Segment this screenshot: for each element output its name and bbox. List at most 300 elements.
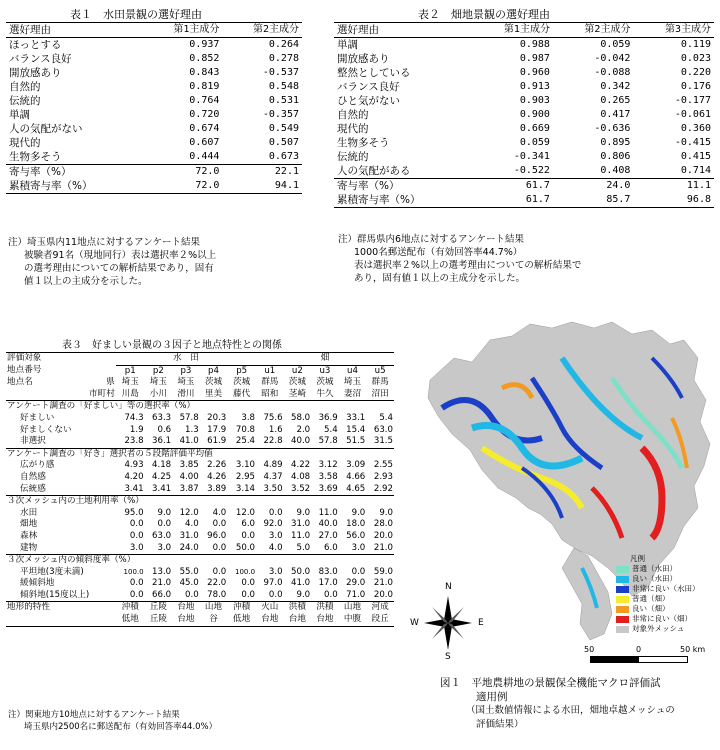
table3-value: 20.0 <box>373 530 393 541</box>
legend-label: 良い（畑） <box>632 604 670 613</box>
table3-value: 1.3 <box>185 424 199 435</box>
table3-value: 61.9 <box>207 436 227 447</box>
table1-row <box>6 122 302 136</box>
table3-citie: 滑川 <box>177 388 195 399</box>
table2-value: 0.059 <box>519 137 550 148</box>
legend-swatch <box>616 576 629 583</box>
table3-code: p4 <box>208 365 219 376</box>
table2-summary-row <box>334 179 714 194</box>
table1-value: 0.720 <box>189 109 220 120</box>
compass-rose-icon <box>420 592 476 654</box>
legend-item <box>616 604 700 614</box>
table3-section-title: ３次メッシュ内の傾斜度率（%） <box>6 555 394 567</box>
table1-row <box>6 80 302 94</box>
table3-row <box>6 425 394 437</box>
table3-row <box>6 472 394 484</box>
table3-code: p2 <box>152 365 164 376</box>
legend-label: 良い（水田） <box>632 574 677 583</box>
table2-note-line: 1000名郵送配布（有効回答率44.7%） <box>354 247 523 258</box>
table1-value: 0.444 <box>189 151 220 162</box>
table3-citie: 川島 <box>121 388 139 399</box>
table3-row-label: 森林 <box>20 530 38 541</box>
table3-citie: 牛久 <box>316 388 334 399</box>
table2-value: 0.903 <box>519 95 550 106</box>
table3-row <box>6 531 394 543</box>
table3-value: 56.0 <box>346 530 366 541</box>
table2-label: 自然的 <box>337 109 369 121</box>
table3-value: 0.0 <box>268 589 283 600</box>
table3-value: 4.0 <box>212 507 227 518</box>
table1-value: 0.507 <box>268 137 299 148</box>
table3-code: p3 <box>180 365 192 376</box>
table3-value: 31.0 <box>291 519 311 530</box>
table3-value: 78.0 <box>207 589 227 600</box>
table1-header: 第1主成分 <box>143 23 223 38</box>
table3-pref: 茨城 <box>233 377 251 388</box>
table3-row-label: 好ましくない <box>20 424 72 435</box>
table2-summary-value: 11.1 <box>633 179 714 194</box>
table1-row <box>6 108 302 122</box>
table2-value: -0.636 <box>594 123 631 134</box>
table3-row-label: 伝統感 <box>20 483 46 494</box>
table3-row <box>6 436 394 448</box>
table3-terrain-bottom: 台地 <box>256 614 284 626</box>
table3-value: 4.89 <box>263 460 283 471</box>
table3-section-title: アンケート調査の「好き」選択者の５段階評価平均値 <box>6 448 394 460</box>
table3-value: 5.4 <box>379 412 393 423</box>
table3-value: 83.0 <box>318 566 338 577</box>
table3-value: 2.55 <box>373 460 393 471</box>
table2-label: 人の気配がある <box>337 165 411 177</box>
table2-value: 0.220 <box>680 67 711 78</box>
table3-value: 97.0 <box>263 578 283 589</box>
scale-mid: 0 <box>636 645 642 654</box>
table3-value: 40.0 <box>318 519 338 530</box>
table3-value: 50.0 <box>291 566 311 577</box>
table3-point-name-label: 地点名 <box>7 377 33 388</box>
table3-value: 11.0 <box>318 507 338 518</box>
table3-terrain-top: 洪積 <box>284 602 312 614</box>
table2-row <box>334 150 714 164</box>
table3-terrain-top: 山地 <box>339 602 367 614</box>
table1-value: 0.531 <box>268 95 299 106</box>
table3-pref: 埼玉 <box>177 377 195 388</box>
table2-label: ひと気がない <box>337 95 400 107</box>
scale-start: 50 <box>584 645 595 654</box>
table3-value: 4.37 <box>263 471 283 482</box>
table3-value: 31.0 <box>179 530 199 541</box>
table3-terrain-bottom: 段丘 <box>366 614 394 626</box>
table3-code: u2 <box>291 365 303 376</box>
table3-section-header <box>6 496 394 508</box>
table1-value: 0.852 <box>189 53 220 64</box>
table1-value: 0.843 <box>189 67 220 78</box>
legend-item <box>616 624 700 634</box>
scale-bar <box>590 656 688 663</box>
table3-value: 0.0 <box>268 507 283 518</box>
table3-code: p1 <box>124 365 136 376</box>
table3-value: 3.52 <box>291 483 311 494</box>
table3-terrain-top: 火山 <box>256 602 284 614</box>
table3-pref: 埼玉 <box>343 377 362 388</box>
table3-value: 63.0 <box>152 530 172 541</box>
table2-value: 0.895 <box>600 137 631 148</box>
table2-value: -0.088 <box>594 67 631 78</box>
table2-note-line: 注）群馬県内6地点に対するアンケート結果 <box>338 234 524 245</box>
table2-label: 開放感あり <box>337 53 390 65</box>
table2-value: 0.669 <box>519 123 550 134</box>
table2-value: 0.988 <box>519 39 550 50</box>
legend-label: 対象外メッシュ <box>632 624 685 633</box>
table3-row-label: 好ましい <box>20 412 55 423</box>
table3-value: 1.9 <box>129 424 144 435</box>
table1-summary-row <box>6 179 302 194</box>
table2-row <box>334 94 714 108</box>
table3-citie: 藤代 <box>233 388 251 399</box>
table3-terrain-top: 丘陵 <box>145 602 173 614</box>
table3-value: 3.50 <box>263 483 283 494</box>
table3-value: 4.0 <box>268 542 283 553</box>
table2-header: 第1主成分 <box>472 23 553 38</box>
table3-value: 11.0 <box>291 530 311 541</box>
table3-value: 20.0 <box>373 589 393 600</box>
table3-value: 33.1 <box>346 412 366 423</box>
table3-pref: 埼玉 <box>121 377 139 388</box>
table2-value: 0.415 <box>680 151 711 162</box>
table1-header: 第2主成分 <box>222 23 302 38</box>
table2-summary-label: 累積寄与率（%） <box>334 193 472 208</box>
table3-value: 3.41 <box>124 483 144 494</box>
table3-value: 3.12 <box>318 460 338 471</box>
table2-summary-value: 24.0 <box>553 179 634 194</box>
table2-value: 0.417 <box>600 109 631 120</box>
legend-label: 普通（畑） <box>632 594 670 603</box>
table3-note-line: 埼玉県内2500名に郵送配布（有効回答率44.0%） <box>24 722 218 732</box>
table2-row <box>334 164 714 179</box>
legend-swatch <box>616 626 629 633</box>
table1-label: バランス良好 <box>9 53 72 65</box>
table3-value: 71.0 <box>346 589 366 600</box>
table1-label: 自然的 <box>9 81 41 93</box>
table3-value: 3.10 <box>235 460 256 471</box>
table3-code: u5 <box>374 365 386 376</box>
table1-summary-label: 寄与率（%） <box>6 165 143 180</box>
table3-row-label: 傾斜地(15度以上) <box>20 589 90 600</box>
table1-note-line: 値１以上の主成分を示した。 <box>24 276 148 287</box>
table3-citie: 茎崎 <box>288 388 306 399</box>
table3-terrain-top: 台地 <box>172 602 200 614</box>
table3-note-line: 注）関東地方10地点に対するアンケート結果 <box>8 710 180 720</box>
table3-value: 9.0 <box>296 589 311 600</box>
table3-citie: 里美 <box>204 388 223 399</box>
legend-item <box>616 564 700 574</box>
table3-value: 13.0 <box>152 566 172 577</box>
table1-row <box>6 66 302 80</box>
table3-terrain-row <box>6 614 394 626</box>
table3-row-label: 建物 <box>20 542 38 553</box>
table3-section-title: ３次メッシュ内の土地利用率（%） <box>6 496 394 508</box>
map-legend <box>616 554 700 634</box>
table3-value: 0.0 <box>185 589 199 600</box>
table3-row-label: 広がり感 <box>20 460 55 471</box>
table3-value: 25.4 <box>235 436 256 447</box>
table3-value: 18.0 <box>346 519 366 530</box>
table1-note-line: の選考理由についての解析結果であり，固有 <box>24 263 214 274</box>
table3-value: 2.95 <box>235 471 256 482</box>
table2-row <box>334 80 714 94</box>
table3-value: 9.0 <box>379 507 393 518</box>
table3-value: 6.0 <box>241 519 256 530</box>
table3-value: 4.22 <box>291 460 311 471</box>
table3-value: 4.66 <box>346 471 366 482</box>
table3-row <box>6 460 394 472</box>
table3-value: 4.00 <box>179 471 199 482</box>
table3-terrain-bottom: 中腹 <box>339 614 367 626</box>
table2-row <box>334 136 714 150</box>
table3-value: 4.26 <box>207 471 227 482</box>
legend-swatch <box>616 616 629 623</box>
table3-value: 12.0 <box>179 507 199 518</box>
table3-citie: 沼田 <box>371 388 389 399</box>
table3-terrain-top: 洪積 <box>311 602 339 614</box>
table1-summary-value: 94.1 <box>222 179 302 194</box>
table3-value: 3.85 <box>179 460 199 471</box>
table1-row <box>6 38 302 53</box>
table2-header: 第2主成分 <box>553 23 634 38</box>
table3-value: 51.5 <box>346 436 366 447</box>
table3-value: 0.0 <box>212 519 227 530</box>
caption-line: （国土数値情報による水田，畑地卓越メッシュの <box>466 705 675 716</box>
table3-row <box>6 484 394 496</box>
legend-item <box>616 614 700 624</box>
table1-value: -0.537 <box>262 67 299 78</box>
table2-row <box>334 52 714 66</box>
table3-value: 4.25 <box>152 471 172 482</box>
table2-value: 0.342 <box>600 81 631 92</box>
table3-value: 41.0 <box>291 578 311 589</box>
table3-value: 12.0 <box>235 507 256 518</box>
table1-summary-value: 72.0 <box>143 179 223 194</box>
table3-value: 4.08 <box>291 471 311 482</box>
table3-section-header <box>6 555 394 567</box>
table3-citie: 昭和 <box>261 388 279 399</box>
table3-value: 36.9 <box>318 412 338 423</box>
table1-label: 生物多そう <box>9 151 62 163</box>
table2-value: 0.119 <box>680 39 711 50</box>
table2-value: 0.806 <box>600 151 631 162</box>
table1-value: 0.607 <box>189 137 220 148</box>
table3-value: 58.0 <box>291 412 311 423</box>
table1-note-line: 被験者91名（現地同行）表は選択率２%以上 <box>24 250 217 261</box>
table3-value: 45.0 <box>179 578 199 589</box>
table1-note-line: 注）埼玉県内11地点に対するアンケート結果 <box>8 237 201 248</box>
table1-label: 人の気配がない <box>9 123 83 135</box>
scale-end: 50 km <box>680 645 706 654</box>
table3-terrain-top: 沖積 <box>227 602 256 614</box>
legend-item <box>616 584 700 594</box>
table3-value: 5.0 <box>296 542 311 553</box>
table3-eval-label: 評価対象 <box>6 353 116 366</box>
table3-pref-label: 県 <box>106 377 115 388</box>
table2-summary-value: 61.7 <box>472 193 553 208</box>
legend-item <box>616 594 700 604</box>
legend-item <box>616 574 700 584</box>
table3-row <box>6 578 394 590</box>
table3-value: 0.0 <box>157 519 172 530</box>
table3-code: p5 <box>236 365 248 376</box>
compass-w: W <box>410 618 419 628</box>
table2-value: 0.176 <box>680 81 711 92</box>
compass-n: N <box>445 582 452 592</box>
table3-section-header <box>6 448 394 460</box>
table3-value: 3.14 <box>235 483 256 494</box>
table3-value: 3.8 <box>241 412 256 423</box>
table3-value: 55.0 <box>179 566 199 577</box>
table3-value: 57.8 <box>318 436 338 447</box>
table3-value: 63.3 <box>152 412 172 423</box>
table3-value: 57.8 <box>179 412 199 423</box>
table3-terrain-bottom: 谷 <box>200 614 228 626</box>
table3-value: 0.0 <box>351 566 366 577</box>
compass-e: E <box>478 618 484 628</box>
table3-terrain-top: 河成 <box>366 602 394 614</box>
table3-terrain-bottom: 台地 <box>311 614 339 626</box>
table3-value: 20.3 <box>207 412 227 423</box>
table3-row <box>6 519 394 531</box>
table3-terrain-bottom: 低地 <box>227 614 256 626</box>
caption-line: 評価結果） <box>476 719 524 730</box>
table2-note <box>338 233 581 285</box>
table3-code: u4 <box>347 365 358 376</box>
table3-citie: 妻沼 <box>343 388 362 399</box>
legend-label: 普通（水田） <box>632 564 677 573</box>
table2-summary-row <box>334 193 714 208</box>
table3-value: 9.0 <box>296 507 311 518</box>
table3-value: 9.0 <box>351 507 366 518</box>
table3-row <box>6 567 394 579</box>
table3-value: 22.8 <box>263 436 283 447</box>
table3-value: 70.8 <box>235 424 256 435</box>
table3-value: 17.0 <box>318 578 338 589</box>
table3-value: 36.1 <box>152 436 172 447</box>
table3-pref: 群馬 <box>371 377 389 388</box>
table3-pref: 茨城 <box>288 377 306 388</box>
table3-code: u1 <box>264 365 276 376</box>
table3-value: 3.09 <box>346 460 366 471</box>
table1-title: 表１ 水田景観の選好理由 <box>70 8 202 21</box>
table2-note-line: あり，固有値１以上の主成分を示した。 <box>354 273 526 284</box>
table2-value: 0.900 <box>519 109 550 120</box>
table3-city-label: 市町村 <box>89 388 115 399</box>
table3-value: 23.8 <box>124 436 144 447</box>
table3-value: 0.0 <box>129 589 144 600</box>
table3-value: 21.0 <box>373 542 393 553</box>
table2-value: -0.177 <box>674 95 711 106</box>
table3-value: 3.58 <box>318 471 338 482</box>
table3-value: 100.0 <box>123 567 144 576</box>
table3-terrain-row <box>6 602 394 614</box>
table2-label: 整然としている <box>337 67 411 79</box>
table2-value: 0.023 <box>680 53 711 64</box>
table2-row <box>334 66 714 80</box>
table3-value: 3.89 <box>207 483 227 494</box>
table3-value: 29.0 <box>346 578 366 589</box>
compass-s: S <box>445 652 451 662</box>
table1-summary-value: 72.0 <box>143 165 223 180</box>
table2-header: 選好理由 <box>334 23 472 38</box>
table3-section-title: アンケート調査の「好ましい」等の選択率（%） <box>6 401 394 413</box>
table2-value: 0.960 <box>519 67 550 78</box>
table3-value: 21.0 <box>152 578 172 589</box>
table3-value: 3.69 <box>318 483 338 494</box>
table3-terrain-bottom: 台地 <box>172 614 200 626</box>
table1-label: 現代的 <box>9 137 41 149</box>
table2-value: 0.987 <box>519 53 550 64</box>
table2-header: 第3主成分 <box>633 23 714 38</box>
table3-value: 17.9 <box>207 424 227 435</box>
table3-value: 2.93 <box>373 471 393 482</box>
table2-label: 生物多そう <box>337 137 390 149</box>
table3-value: 28.0 <box>373 519 393 530</box>
table3-value: 3.87 <box>179 483 199 494</box>
table2-value: -0.341 <box>513 151 550 162</box>
table2-value: 0.913 <box>519 81 550 92</box>
table2-value: 0.714 <box>680 165 711 176</box>
table3-value: 1.6 <box>268 424 283 435</box>
table3-value: 4.0 <box>185 519 199 530</box>
table3-terrain-bottom: 台地 <box>284 614 312 626</box>
table3-point-no-label: 地点番号 <box>7 365 42 376</box>
table3-value: 0.0 <box>212 542 227 553</box>
table3-value: 0.0 <box>129 530 144 541</box>
legend-title: 凡例 <box>630 554 645 563</box>
table3-note <box>8 709 217 733</box>
table3-value: 27.0 <box>318 530 338 541</box>
table2-summary-value: 85.7 <box>553 193 634 208</box>
table2-label: 単調 <box>337 39 358 51</box>
table3-value: 66.0 <box>152 589 172 600</box>
table1-value: 0.264 <box>268 39 299 50</box>
table3-pref: 茨城 <box>316 377 334 388</box>
table3-value: 2.92 <box>373 483 393 494</box>
table3-value: 6.0 <box>324 542 338 553</box>
table2-value: 0.408 <box>600 165 631 176</box>
table3-value: 5.4 <box>324 424 338 435</box>
table2-value: -0.522 <box>513 165 550 176</box>
table2-row <box>334 122 714 136</box>
table3-value: 41.0 <box>179 436 199 447</box>
table3-value: 9.0 <box>157 507 172 518</box>
table2-note-line: 表は選択率２%以上の選考理由についての解析結果で <box>354 260 582 271</box>
caption-line: 図１ 平地農耕地の景観保全機能マクロ評価試 <box>440 677 661 689</box>
table1-row <box>6 52 302 66</box>
table3-title: 表３ 好ましい景観の３因子と地点特性との関係 <box>62 340 282 351</box>
table3-row <box>6 543 394 555</box>
table3-value: 3.0 <box>268 566 283 577</box>
table3-value: 95.0 <box>124 507 144 518</box>
table2-value: 0.360 <box>680 123 711 134</box>
table2-label: 現代的 <box>337 123 369 135</box>
table3-value: 75.6 <box>263 412 283 423</box>
table3-citie: 小川 <box>149 388 167 399</box>
table3-value: 74.3 <box>124 412 144 423</box>
table3-row-label: 水田 <box>20 507 38 518</box>
table1-label: 開放感あり <box>9 67 62 79</box>
table2 <box>334 22 714 208</box>
legend-swatch <box>616 566 629 573</box>
table3-group-field: 畑 <box>256 353 394 366</box>
legend-swatch <box>616 596 629 603</box>
